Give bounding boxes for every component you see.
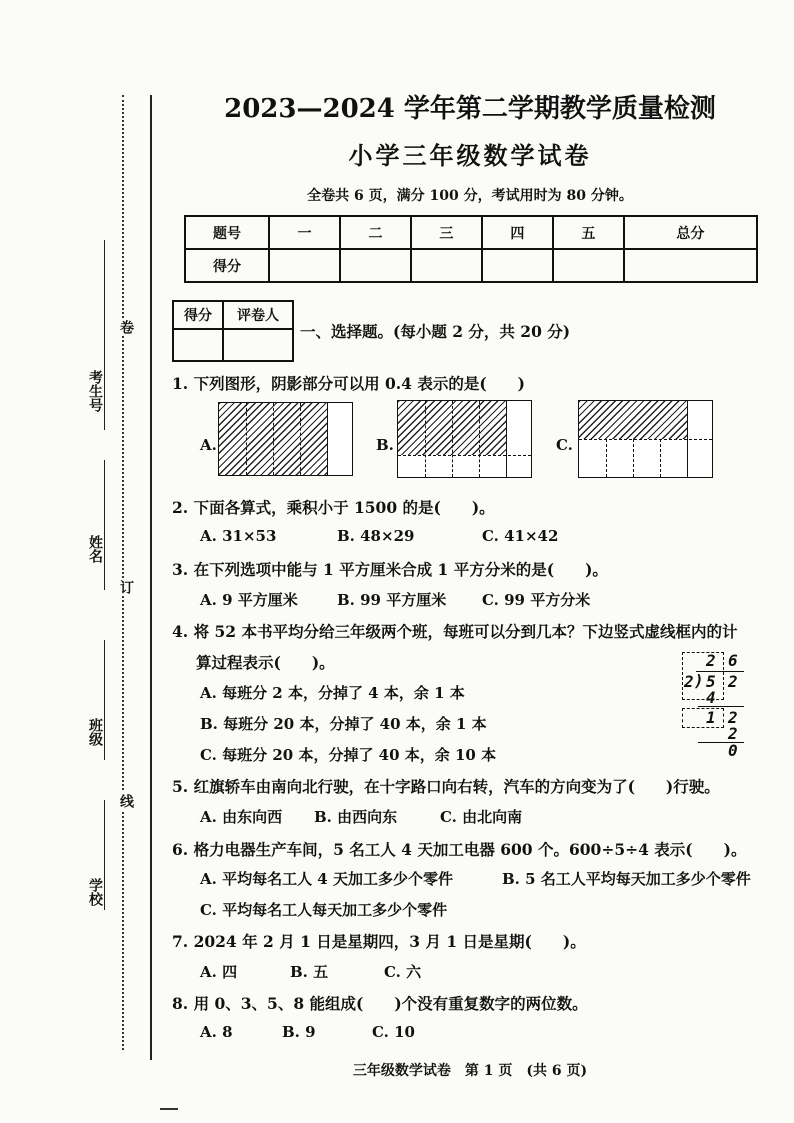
exam-title: 2023—2024 学年第二学期教学质量检测 <box>224 94 716 124</box>
bring-down: 2 <box>728 708 738 727</box>
q1-label-a: A. <box>200 436 217 454</box>
score-row-label: 得分 <box>185 249 269 282</box>
q6-option-b: B. 5 名工人平均每天加工多少个零件 <box>502 870 751 888</box>
q3-option-a: A. 9 平方厘米 <box>200 591 298 609</box>
remainder-1: 1 <box>706 708 716 727</box>
divisor: 2 <box>684 672 694 691</box>
grader-score-cell[interactable] <box>173 329 223 361</box>
school-label: 学校 <box>87 878 103 906</box>
score-table <box>184 215 758 283</box>
name-label: 姓名 <box>87 535 103 563</box>
scan-mark <box>160 1108 178 1110</box>
q8-option-a: A. 8 <box>200 1023 233 1041</box>
score-col-4: 四 <box>482 216 553 249</box>
score-header-row <box>185 216 757 249</box>
binding-dotted-line <box>122 95 124 1050</box>
student-id-label: 考生号 <box>87 370 103 412</box>
score-col-2: 二 <box>340 216 411 249</box>
q7-option-b: B. 五 <box>290 963 329 981</box>
binding-solid-line <box>150 95 152 1060</box>
q5-option-a: A. 由东向西 <box>200 808 283 826</box>
q2-option-a: A. 31×53 <box>200 527 277 545</box>
q1-text: 1. 下列图形，阴影部分可以用 0.4 表示的是( ) <box>172 374 526 393</box>
q4-option-a: A. 每班分 2 本，分掉了 4 本，余 1 本 <box>200 684 465 702</box>
binding-label-ding: 订 <box>118 580 134 594</box>
q2-option-c: C. 41×42 <box>482 527 559 545</box>
score-cell[interactable] <box>553 249 624 282</box>
q2-text: 2. 下面各算式，乘积小于 1500 的是( )。 <box>172 498 495 517</box>
score-cell[interactable] <box>624 249 757 282</box>
score-value-row <box>185 249 757 282</box>
q2-option-b: B. 48×29 <box>337 527 415 545</box>
q1-figure-a <box>218 402 353 476</box>
exam-note: 全卷共 6 页，满分 100 分，考试用时为 80 分钟。 <box>307 188 633 204</box>
name-line <box>104 460 105 590</box>
score-col-3: 三 <box>411 216 482 249</box>
student-id-line <box>104 240 105 430</box>
q6-text: 6. 格力电器生产车间，5 名工人 4 天加工电器 600 个。600÷5÷4 表示( )。 <box>172 840 747 859</box>
q5-text: 5. 红旗轿车由南向北行驶，在十字路口向右转，汽车的方向变为了( )行驶。 <box>172 777 720 796</box>
q6-option-a: A. 平均每名工人 4 天加工多少个零件 <box>200 870 453 888</box>
q3-option-c: C. 99 平方分米 <box>482 591 591 609</box>
quotient-digit-1: 2 <box>706 651 716 670</box>
q1-label-b: B. <box>376 436 394 454</box>
grader-name-label: 评卷人 <box>223 301 293 329</box>
final-remainder: 0 <box>728 741 738 760</box>
grader-name-cell[interactable] <box>223 329 293 361</box>
grader-table <box>172 300 294 362</box>
score-col-total: 总分 <box>624 216 757 249</box>
q7-option-a: A. 四 <box>200 963 238 981</box>
grader-score-label: 得分 <box>173 301 223 329</box>
product-1: 4 <box>706 688 716 707</box>
q3-text: 3. 在下列选项中能与 1 平方厘米合成 1 平方分米的是( )。 <box>172 560 608 579</box>
binding-label-juan: 卷 <box>118 320 134 334</box>
q8-option-b: B. 9 <box>282 1023 316 1041</box>
q4-option-b: B. 每班分 20 本，分掉了 40 本，余 1 本 <box>200 715 487 733</box>
school-line <box>104 800 105 910</box>
score-col-5: 五 <box>553 216 624 249</box>
long-division <box>676 650 766 760</box>
q6-option-c: C. 平均每名工人每天加工多少个零件 <box>200 901 448 919</box>
q5-option-c: C. 由北向南 <box>440 808 523 826</box>
q5-option-b: B. 由西向东 <box>314 808 398 826</box>
score-cell[interactable] <box>340 249 411 282</box>
class-label: 班级 <box>87 718 103 746</box>
dividend-digit-1: 5 <box>706 672 716 691</box>
section1-title: 一、选择题。(每小题 2 分，共 20 分) <box>300 322 571 341</box>
q4-option-c: C. 每班分 20 本，分掉了 40 本，余 10 本 <box>200 746 497 764</box>
score-col-label: 题号 <box>185 216 269 249</box>
exam-subtitle: 小学三年级数学试卷 <box>348 141 592 170</box>
q4-text-line1: 4. 将 52 本书平均分给三年级两个班，每班可以分到几本？下边竖式虚线框内的计 <box>172 622 738 641</box>
q7-option-c: C. 六 <box>384 963 422 981</box>
binding-label-xian: 线 <box>118 794 134 808</box>
quotient-digit-2: 6 <box>728 651 738 670</box>
score-cell[interactable] <box>482 249 553 282</box>
class-line <box>104 640 105 760</box>
q4-text-line2: 算过程表示( )。 <box>196 653 335 672</box>
q8-text: 8. 用 0、3、5、8 能组成( )个没有重复数字的两位数。 <box>172 994 588 1013</box>
division-bracket: ) <box>694 671 704 690</box>
q7-text: 7. 2024 年 2 月 1 日是星期四，3 月 1 日是星期( )。 <box>172 932 586 951</box>
division-dashed-box-bottom <box>682 708 724 728</box>
dividend-digit-2: 2 <box>728 672 738 691</box>
product-2: 2 <box>728 724 738 743</box>
q1-figure-b <box>397 400 532 478</box>
page-footer: 三年级数学试卷 第 1 页 (共 6 页) <box>352 1063 588 1079</box>
q3-option-b: B. 99 平方厘米 <box>337 591 447 609</box>
score-col-1: 一 <box>269 216 340 249</box>
q1-figure-c <box>578 400 713 478</box>
q8-option-c: C. 10 <box>372 1023 415 1041</box>
score-cell[interactable] <box>411 249 482 282</box>
q1-label-c: C. <box>556 436 573 454</box>
score-cell[interactable] <box>269 249 340 282</box>
